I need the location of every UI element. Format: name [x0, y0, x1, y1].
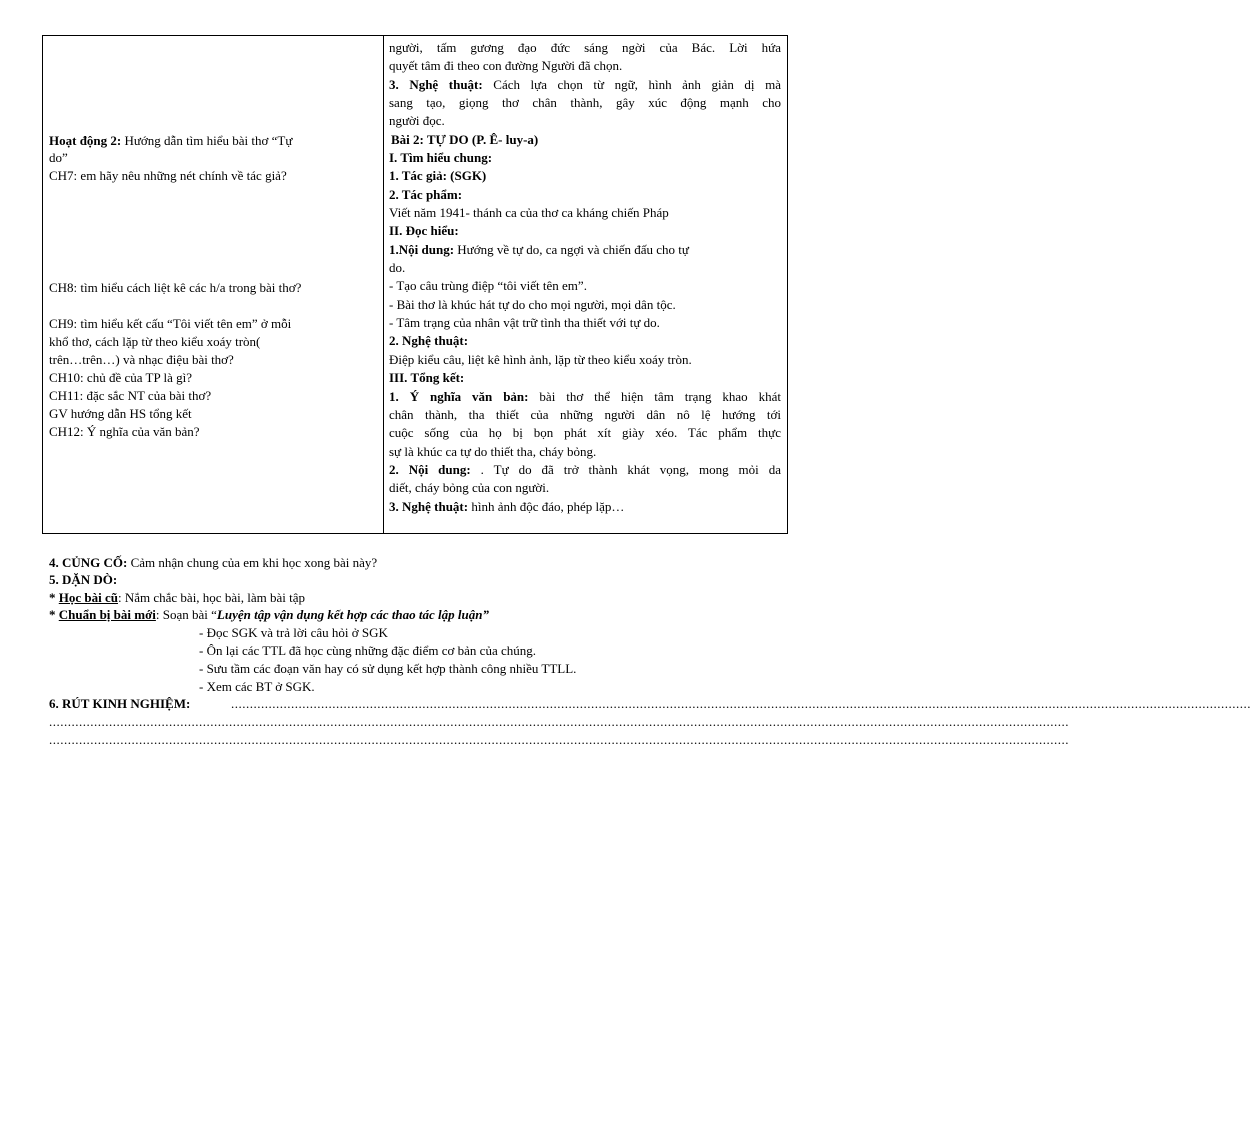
- bullet-item: - Tâm trạng của nhân vật trữ tình tha thiết với tự do.: [389, 315, 660, 330]
- bullet-item: - Tạo câu trùng điệp “tôi viết tên em”.: [389, 278, 587, 293]
- question-ch8: CH8: tìm hiểu cách liệt kê các h/a trong bài thơ?: [49, 280, 302, 295]
- author-heading: 1. Tác giả: (SGK): [389, 168, 487, 183]
- art-heading-3: 3. Nghệ thuật: hình ảnh độc đáo, phép lặp…: [389, 499, 625, 514]
- content-line: người, tấm gương đạo đức sáng ngời của Bác. Lời hứa: [389, 40, 781, 55]
- content-heading: 1.Nội dung: Hướng về tự do, ca ngợi và chiến đấu cho tự: [389, 242, 689, 257]
- content-line: chân thành, tha thiết của những người dân nô lệ hướng tới: [389, 407, 781, 422]
- prep-item: - Sưu tầm các đoạn văn hay có sử dụng kết hợp thành công nhiều TTLL.: [199, 661, 577, 676]
- question-ch7: CH7: em hãy nêu những nét chính về tác giả?: [49, 168, 287, 183]
- prep-item: - Đọc SGK và trả lời câu hỏi ở SGK: [199, 625, 388, 640]
- question-ch9-line1: CH9: tìm hiểu kết cấu “Tôi viết tên em” ở mỗi: [49, 316, 292, 331]
- content-line: Điệp kiểu câu, liệt kê hình ảnh, lặp từ theo kiểu xoáy tròn.: [389, 352, 692, 367]
- question-ch9-line2: khổ thơ, cách lặp từ theo kiểu xoáy tròn(: [49, 334, 261, 349]
- lesson-2-title: Bài 2: TỰ DO (P. Ê- luy-a): [391, 132, 539, 147]
- dotted-line: ................................................................................................................................................................................................................................................................................: [49, 732, 1069, 747]
- section-general: I. Tìm hiểu chung:: [389, 150, 493, 165]
- content-line: do.: [389, 260, 406, 275]
- meaning-heading: 1. Ý nghĩa văn bản: bài thơ thể hiện tâm trạng khao khát: [389, 389, 781, 404]
- activity-2-heading: Hoạt động 2: Hướng dẫn tìm hiểu bài thơ “Tự: [49, 133, 293, 148]
- prep-item: - Xem các BT ở SGK.: [199, 679, 315, 694]
- section-summary: III. Tổng kết:: [389, 370, 465, 385]
- consolidation-line: 4. CỦNG CỐ: Cảm nhận chung của em khi học xong bài này?: [49, 555, 378, 570]
- dotted-line: ................................................................................................................................................................................................................................................................................: [231, 696, 1251, 711]
- question-ch9-line3: trên…trên…) và nhạc điệu bài thơ?: [49, 352, 234, 367]
- content-summary-heading: 2. Nội dung: . Tự do đã trở thành khát vọng, mong mỏi da: [389, 462, 781, 477]
- content-line: Viết năm 1941- thánh ca của thơ ca kháng chiến Pháp: [389, 205, 669, 220]
- work-heading: 2. Tác phẩm:: [389, 187, 463, 202]
- content-line: quyết tâm đi theo con đường Người đã chọn.: [389, 58, 623, 73]
- bullet-item: - Bài thơ là khúc hát tự do cho mọi người, mọi dân tộc.: [389, 297, 676, 312]
- dotted-line: ................................................................................................................................................................................................................................................................................: [49, 714, 1069, 729]
- teacher-guide-summary: GV hướng dẫn HS tổng kết: [49, 406, 192, 421]
- question-ch12: CH12: Ý nghĩa của văn bản?: [49, 424, 200, 439]
- experience-heading: 6. RÚT KINH NGHIỆM:: [49, 696, 191, 711]
- review-old-lesson: * Học bài cũ: Nắm chắc bài, học bài, làm bài tập: [49, 590, 305, 605]
- content-line: sang tạo, giọng thơ chân thành, gây xúc động mạnh cho: [389, 95, 781, 110]
- art-heading-1: 3. Nghệ thuật: Cách lựa chọn từ ngữ, hình ảnh giản dị mà: [389, 77, 781, 92]
- section-reading: II. Đọc hiểu:: [389, 223, 459, 238]
- prepare-new-lesson: * Chuẩn bị bài mới: Soạn bài “Luyện tập vận dụng kết hợp các thao tác lập luận”: [49, 607, 489, 622]
- prep-item: - Ôn lại các TTL đã học cùng những đặc điểm cơ bản của chúng.: [199, 643, 536, 658]
- content-line: sự là khúc ca tự do thiết tha, cháy bỏng.: [389, 444, 597, 459]
- homework-heading: 5. DẶN DÒ:: [49, 572, 118, 587]
- art-heading-2: 2. Nghệ thuật:: [389, 333, 469, 348]
- content-line: diết, cháy bỏng của con người.: [389, 480, 550, 495]
- lesson-table: [42, 35, 788, 534]
- activity-2-heading-cont: do”: [49, 150, 68, 165]
- content-line: cuộc sống của họ bị bọn phát xít giày xéo. Tác phẩm thực: [389, 425, 781, 440]
- question-ch11: CH11: đặc sắc NT của bài thơ?: [49, 388, 212, 403]
- question-ch10: CH10: chủ đề của TP là gì?: [49, 370, 192, 385]
- column-divider: [383, 36, 384, 533]
- content-line: người đọc.: [389, 113, 445, 128]
